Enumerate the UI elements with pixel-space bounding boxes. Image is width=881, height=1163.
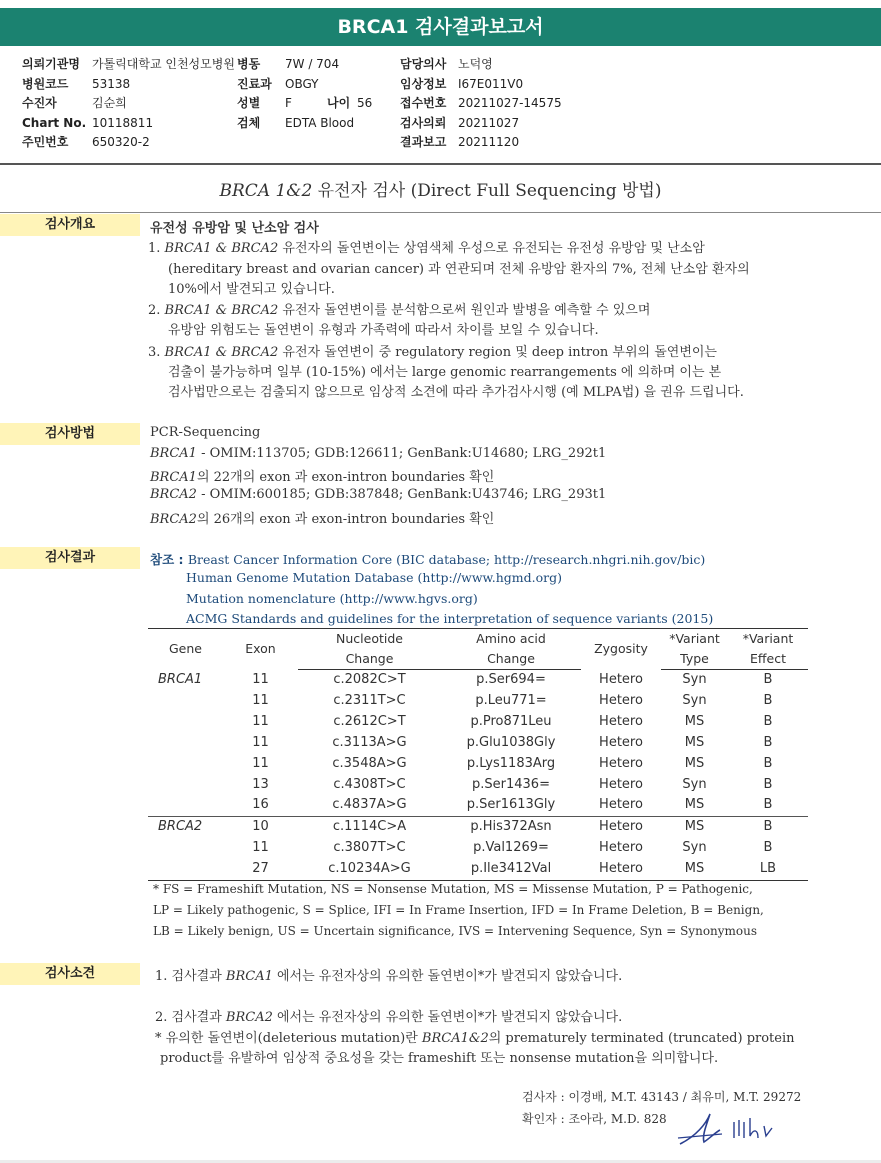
value-request-date: 20211027	[458, 115, 520, 130]
cell-aa: p.Ser1613Gly	[466, 797, 556, 813]
cell-gene	[148, 838, 223, 859]
cell-aa: p.Glu1038Gly	[466, 734, 556, 750]
table-row	[148, 838, 808, 859]
value-specimen: EDTA Blood	[285, 115, 355, 130]
cell-type: Syn	[682, 672, 707, 687]
table-row	[148, 795, 808, 816]
signer-line2: 확인자 : 조아라, M.D. 828	[522, 1112, 667, 1126]
cell-zyg: Hetero	[599, 671, 643, 687]
cell-exon: 11	[252, 840, 269, 856]
value-age: 56	[357, 96, 373, 110]
col-header-nucleotide: Nucleotide	[298, 629, 441, 650]
cell-aa: p.Ser694=	[476, 672, 546, 687]
footnote-line3: LB = Likely benign, US = Uncertain significance, IVS = Intervening Sequence, Syn = Synonymous	[153, 924, 758, 938]
value-department: OBGY	[285, 76, 319, 91]
header-col-3	[400, 55, 562, 153]
cell-gene	[148, 795, 223, 816]
section-method-label: 검사방법	[0, 423, 140, 445]
table-row	[148, 691, 808, 712]
value-patient: 김순희	[92, 96, 127, 110]
reference-line3: Mutation nomenclature (http://www.hgvs.org)	[186, 591, 478, 606]
cell-zyg: Hetero	[599, 755, 643, 771]
cell-gene	[148, 733, 223, 754]
label-clinical-info: 임상정보	[400, 76, 447, 91]
cell-zyg: Hetero	[581, 817, 661, 838]
cell-exon: 11	[252, 692, 269, 708]
cell-type: MS	[684, 734, 705, 750]
cell-effect: B	[763, 755, 773, 771]
cell-zyg: Hetero	[581, 859, 661, 880]
overview-p3-line1: 3. BRCA1 & BRCA2 유전자 돌연변이 중 regulatory region 및 deep intron 부위의 돌연변이는	[148, 345, 717, 360]
cell-type: MS	[684, 713, 705, 729]
cell-zyg: Hetero	[599, 734, 643, 750]
cell-type: Syn	[682, 776, 707, 792]
cell-exon: 16	[252, 797, 269, 813]
col-header-variant-effect: *Variant	[728, 629, 808, 650]
cell-zyg: Hetero	[599, 840, 643, 856]
col-header-variant-type: *Variant	[661, 629, 728, 650]
cell-zyg: Hetero	[599, 797, 643, 813]
overview-p1-line1: 1. BRCA1 & BRCA2 유전자의 돌연변이는 상염색체 우성으로 유전되는 유전성 유방암 및 난소암	[148, 241, 705, 256]
header-col-1	[22, 55, 235, 153]
cell-exon: 27	[223, 859, 298, 880]
cell-zyg: Hetero	[599, 776, 643, 792]
cell-aa: p.Lys1183Arg	[466, 755, 556, 771]
opinion-note-line1: * 유의한 돌연변이(deleterious mutation)란 BRCA1&2의 prematurely terminated (truncated) protein	[155, 1031, 795, 1046]
cell-nuc: c.2082C>T	[333, 672, 406, 687]
variant-rows	[148, 670, 808, 881]
cell-type: MS	[684, 797, 705, 813]
label-hospital-code: 병원코드	[22, 76, 69, 91]
col-header-zygosity: Zygosity	[581, 629, 661, 670]
variant-table	[148, 628, 808, 881]
overview-p3-line2: 검출이 불가능하며 일부 (10-15%) 에서는 large genomic rearrangements 에 의하며 이는 본	[168, 365, 722, 380]
cell-type: Syn	[682, 840, 707, 856]
label-age: 나이	[327, 96, 351, 110]
opinion-line2: 2. 검사결과 BRCA2 에서는 유전자상의 유의한 돌연변이*가 발견되지 않았습니다.	[155, 1010, 623, 1025]
value-hospital-code: 53138	[92, 76, 131, 91]
signer-line1: 검사자 : 이경배, M.T. 43143 / 최유미, M.T. 29272	[522, 1090, 802, 1104]
reference-line1: 참조 : Breast Cancer Information Core (BIC database; http://research.nhgri.nih.gov/bic)	[150, 552, 706, 567]
value-clinical-info: I67E011V0	[458, 76, 524, 91]
cell-nuc: c.3548A>G	[332, 755, 407, 771]
cell-gene	[148, 691, 223, 712]
cell-effect: B	[763, 734, 773, 750]
cell-exon: 11	[252, 671, 269, 687]
label-ward: 병동	[237, 57, 261, 71]
label-specimen: 검체	[237, 115, 261, 130]
method-line5: BRCA2의 26개의 exon 과 exon-intron boundaries 확인	[150, 512, 495, 527]
cell-gene	[148, 859, 223, 880]
label-patient: 수진자	[22, 96, 57, 110]
cell-type: MS	[661, 859, 728, 880]
value-receipt-no: 20211027-14575	[458, 96, 562, 110]
col-header-gene: Gene	[148, 629, 223, 670]
col-header-variant-type-2: Type	[661, 649, 728, 670]
cell-nuc: c.1114C>A	[298, 817, 441, 838]
report-title-bar: BRCA1 검사결과보고서	[0, 8, 881, 46]
overview-p2-line2: 유방암 위험도는 돌연변이 유형과 가족력에 따라서 차이를 보일 수 있습니다.	[168, 323, 599, 338]
method-line2: BRCA1 - OMIM:113705; GDB:126611; GenBank:U14680; LRG_292t1	[150, 446, 607, 461]
cell-type: Syn	[682, 692, 707, 708]
handwritten-signature	[676, 1108, 786, 1150]
overview-heading: 유전성 유방암 및 난소암 검사	[150, 221, 319, 236]
cell-aa: p.Ser1436=	[472, 776, 550, 792]
label-doctor: 담당의사	[400, 57, 447, 71]
cell-nuc: c.3807T>C	[333, 840, 406, 856]
cell-exon: 11	[252, 713, 269, 729]
cell-gene: BRCA1	[158, 671, 203, 687]
reference-line4: ACMG Standards and guidelines for the interpretation of sequence variants (2015)	[186, 611, 714, 626]
opinion-line1: 1. 검사결과 BRCA1 에서는 유전자상의 유의한 돌연변이*가 발견되지 않았습니다.	[155, 969, 623, 984]
header-divider	[0, 163, 881, 165]
value-report-date: 20211120	[458, 135, 520, 149]
label-department: 진료과	[237, 76, 272, 91]
cell-exon: 11	[252, 734, 269, 750]
method-line3: BRCA1의 22개의 exon 과 exon-intron boundaries 확인	[150, 470, 495, 485]
section-overview-label: 검사개요	[0, 214, 140, 236]
footnote-line1: * FS = Frameshift Mutation, NS = Nonsense Mutation, MS = Missense Mutation, P = Pathogenic,	[153, 882, 753, 896]
value-doctor: 노덕영	[458, 57, 493, 71]
cell-effect: B	[763, 672, 773, 687]
label-institution: 의뢰기관명	[22, 57, 80, 71]
cell-effect: B	[763, 692, 773, 708]
cell-nuc: c.2311T>C	[333, 692, 406, 708]
overview-p2-line1: 2. BRCA1 & BRCA2 유전자 돌연변이를 분석함으로써 원인과 발병을 예측할 수 있으며	[148, 303, 651, 318]
cell-nuc: c.2612C>T	[333, 713, 406, 729]
cell-nuc: c.4837A>G	[332, 797, 407, 813]
cell-effect: B	[763, 797, 773, 813]
overview-p3-line3: 검사법만으로는 검출되지 않으므로 임상적 소견에 따라 추가검사시행 (예 MLPA법) 을 권유 드립니다.	[168, 385, 744, 400]
cell-effect: B	[763, 840, 773, 856]
label-resident-no: 주민번호	[22, 135, 69, 149]
value-resident-no: 650320-2	[92, 135, 150, 149]
cell-aa: p.Pro871Leu	[470, 713, 552, 729]
reference-line2: Human Genome Mutation Database (http://www.hgmd.org)	[186, 570, 563, 585]
cell-gene: BRCA2	[148, 817, 223, 838]
label-chart-no: Chart No.	[22, 115, 87, 130]
header-col-2	[237, 55, 372, 133]
cell-zyg: Hetero	[599, 713, 643, 729]
cell-type: MS	[684, 755, 705, 771]
table-row	[148, 733, 808, 754]
value-sex: F	[285, 96, 292, 110]
cell-type: MS	[661, 817, 728, 838]
label-receipt-no: 접수번호	[400, 96, 447, 110]
value-institution: 가톨릭대학교 인천성모병원	[92, 57, 235, 71]
table-row	[148, 817, 808, 838]
cell-gene	[148, 775, 223, 796]
footnote-line2: LP = Likely pathogenic, S = Splice, IFI = In Frame Insertion, IFD = In Frame Deletion, B = Benign,	[153, 903, 764, 917]
label-report-date: 결과보고	[400, 135, 447, 149]
cell-effect: B	[728, 817, 808, 838]
col-header-amino-acid-2: Change	[441, 649, 581, 670]
cell-nuc: c.10234A>G	[298, 859, 441, 880]
value-chart-no: 10118811	[92, 115, 154, 130]
cell-exon: 13	[252, 776, 269, 792]
opinion-note-line2: product를 유발하여 임상적 중요성을 갖는 frameshift 또는 nonsense mutation을 의미합니다.	[160, 1051, 719, 1066]
cell-exon: 10	[223, 817, 298, 838]
table-row	[148, 775, 808, 796]
section-opinion-label: 검사소견	[0, 963, 140, 985]
cell-effect: LB	[728, 859, 808, 880]
method-line1: PCR-Sequencing	[150, 425, 261, 440]
cell-aa: p.Val1269=	[473, 840, 549, 856]
section-result-label: 검사결과	[0, 547, 140, 569]
overview-p1-line3: 10%에서 발견되고 있습니다.	[168, 282, 335, 297]
value-ward: 7W / 704	[285, 57, 340, 71]
table-row	[148, 859, 808, 880]
cell-effect: B	[763, 713, 773, 729]
table-row	[148, 754, 808, 775]
cell-aa: p.His372Asn	[441, 817, 581, 838]
cell-nuc: c.3113A>G	[332, 734, 407, 750]
label-sex: 성별	[237, 96, 261, 110]
cell-gene	[148, 712, 223, 733]
col-header-exon: Exon	[223, 629, 298, 670]
cell-exon: 11	[252, 755, 269, 771]
cell-zyg: Hetero	[599, 692, 643, 708]
col-header-nucleotide-2: Change	[298, 649, 441, 670]
label-request-date: 검사의뢰	[400, 115, 447, 130]
table-row	[148, 712, 808, 733]
col-header-amino-acid: Amino acid	[441, 629, 581, 650]
cell-effect: B	[763, 776, 773, 792]
cell-nuc: c.4308T>C	[333, 776, 406, 792]
cell-aa: p.Leu771=	[475, 692, 547, 708]
method-line4: BRCA2 - OMIM:600185; GDB:387848; GenBank:U43746; LRG_293t1	[150, 487, 607, 502]
cell-gene	[148, 754, 223, 775]
col-header-variant-effect-2: Effect	[728, 649, 808, 670]
report-heading-rule	[0, 212, 881, 213]
report-heading: BRCA 1&2 유전자 검사 (Direct Full Sequencing 방법)	[219, 181, 662, 201]
overview-p1-line2: (hereditary breast and ovarian cancer) 과 연관되며 전체 유방암 환자의 7%, 전체 난소암 환자의	[168, 262, 750, 277]
cell-aa: p.Ile3412Val	[441, 859, 581, 880]
table-row	[148, 670, 808, 691]
